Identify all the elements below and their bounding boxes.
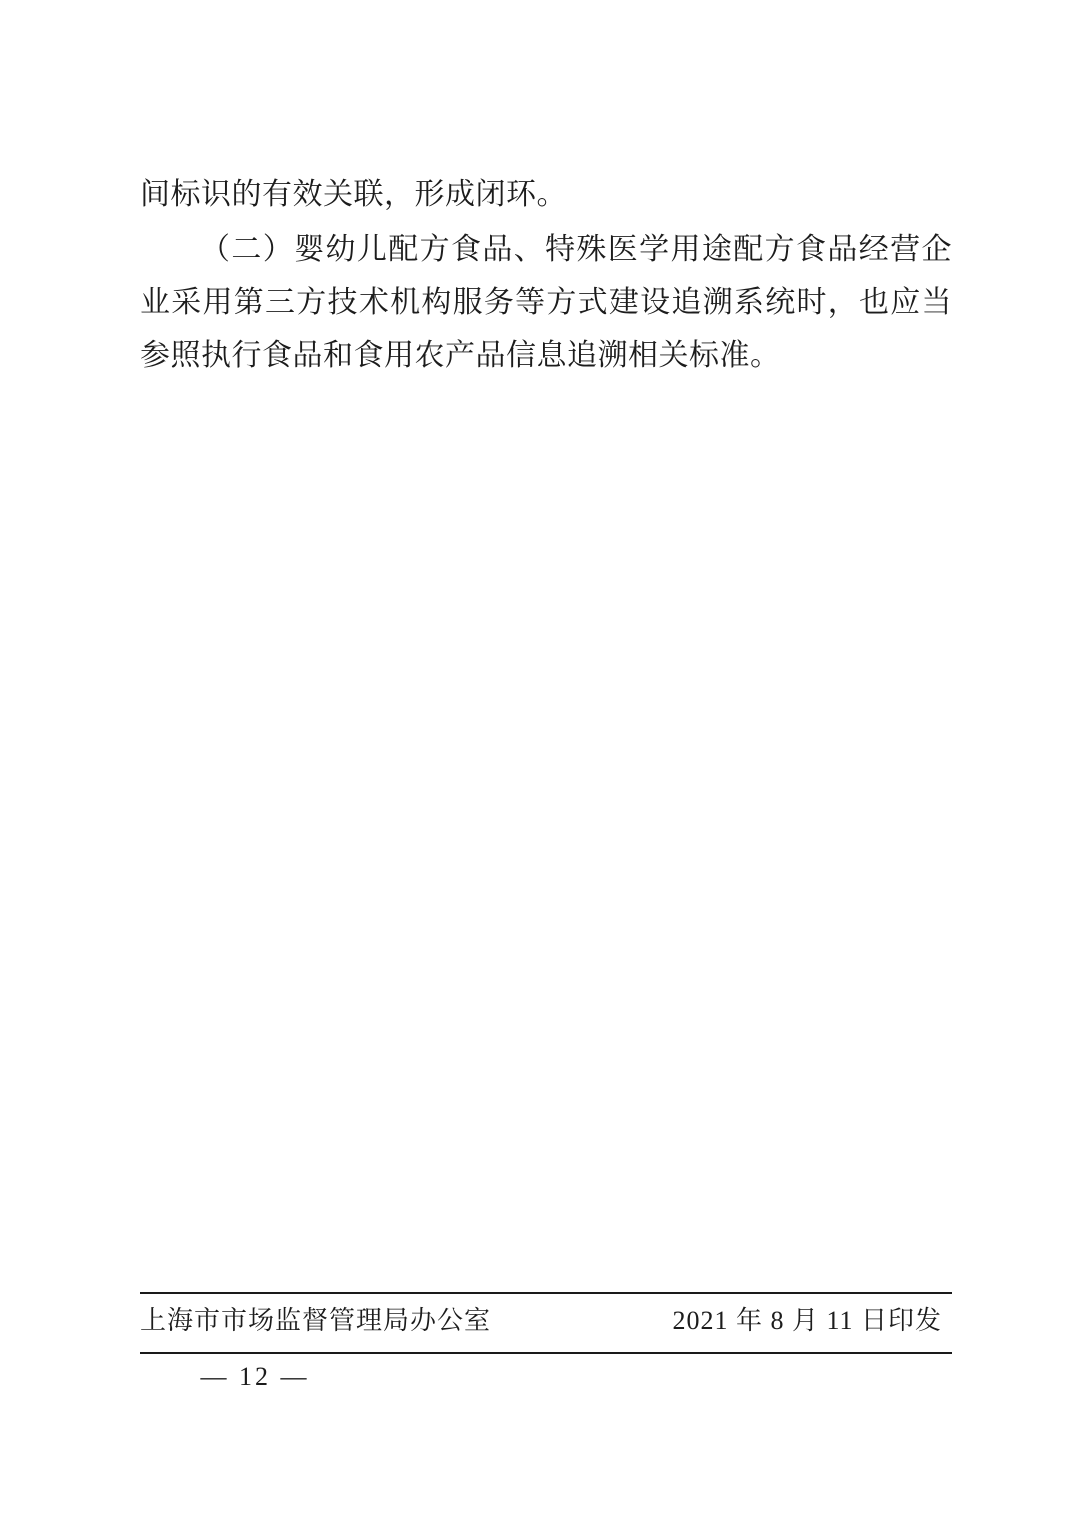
- page-number: — 12 —: [200, 1362, 310, 1391]
- footer-issuer: 上海市市场监督管理局办公室: [140, 1306, 492, 1335]
- footer: [140, 1300, 952, 1337]
- footer-top-divider: [140, 1292, 952, 1294]
- paragraph-continued: 间标识的有效关联，形成闭环。: [140, 178, 567, 211]
- paragraph-item-two: （二）婴幼儿配方食品、特殊医学用途配方食品经营企业采用第三方技术机构服务等方式建设追溯系统时，也应当参照执行食品和食用农产品信息追溯相关标准。: [140, 233, 952, 372]
- footer-issue-date: 2021 年 8 月 11 日印发: [672, 1306, 942, 1335]
- footer-bottom-divider: [140, 1352, 952, 1354]
- document-body: [140, 168, 952, 382]
